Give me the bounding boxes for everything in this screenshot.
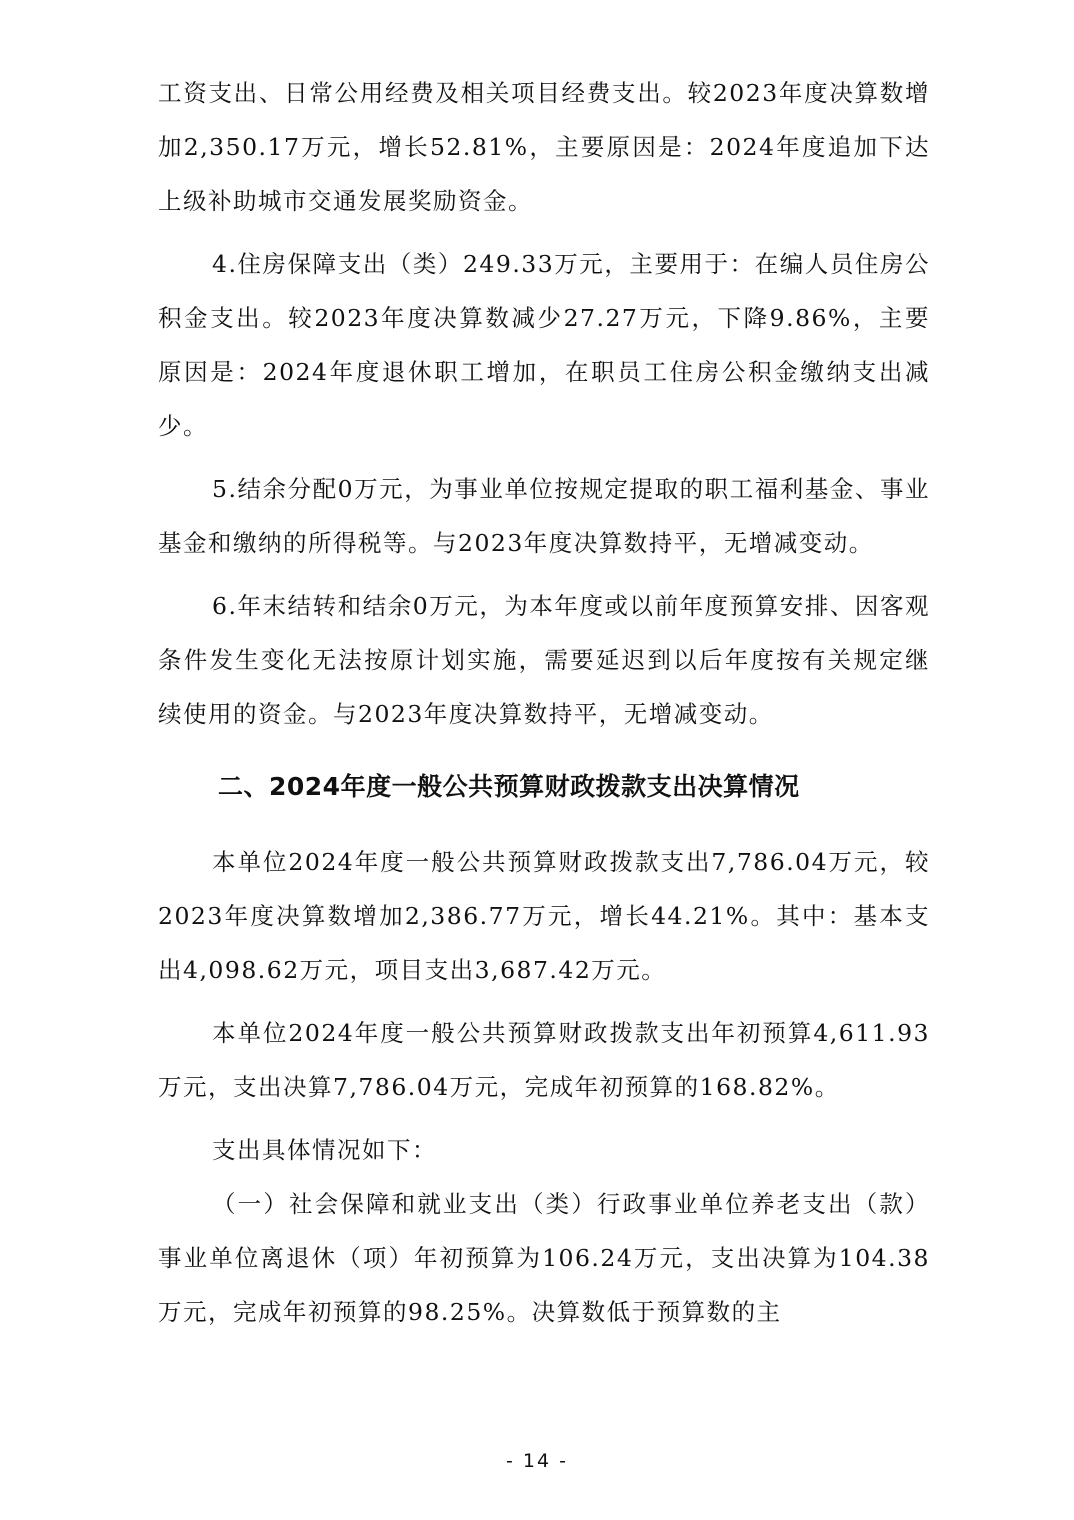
- paragraph-social-security: （一）社会保障和就业支出（类）行政事业单位养老支出（款）事业单位离退休（项）年初预算为106.24万元，支出决算为104.38万元，完成年初预算的98.25%。决算数低于预算数的主: [158, 1190, 930, 1326]
- paragraph-year-end-carryover: 6.年末结转和结余0万元，为本年度或以前年度预算安排、因客观条件发生变化无法按原计划实施，需要延迟到以后年度按有关规定继续使用的资金。与2023年度决算数持平，无增减变动。: [158, 592, 930, 728]
- page-number: - 14 -: [506, 1450, 568, 1472]
- paragraph-housing-security: 4.住房保障支出（类）249.33万元，主要用于：在编人员住房公积金支出。较2023年度决算数减少27.27万元，下降9.86%，主要原因是：2024年度退休职工增加，在职员工住房公积金缴纳支出减少。: [158, 250, 930, 440]
- paragraph-surplus-distribution: 5.结余分配0万元，为事业单位按规定提取的职工福利基金、事业基金和缴纳的所得税等。与2023年度决算数持平，无增减变动。: [158, 475, 930, 557]
- paragraph-transport-expenditure-continued: 工资支出、日常公用经费及相关项目经费支出。较2023年度决算数增加2,350.17万元，增长52.81%，主要原因是：2024年度追加下达上级补助城市交通发展奖励资金。: [158, 79, 930, 215]
- section-heading: 二、2024年度一般公共预算财政拨款支出决算情况: [218, 772, 800, 801]
- document-page: [158, 66, 930, 1339]
- paragraph-general-budget-total: 本单位2024年度一般公共预算财政拨款支出7,786.04万元，较2023年度决算数增加2,386.77万元，增长44.21%。其中：基本支出4,098.62万元，项目支出3,687.42万元。: [158, 848, 930, 984]
- paragraph-details-intro: 支出具体情况如下：: [212, 1136, 437, 1164]
- paragraph-budget-completion: 本单位2024年度一般公共预算财政拨款支出年初预算4,611.93万元，支出决算7,786.04万元，完成年初预算的168.82%。: [158, 1019, 930, 1101]
